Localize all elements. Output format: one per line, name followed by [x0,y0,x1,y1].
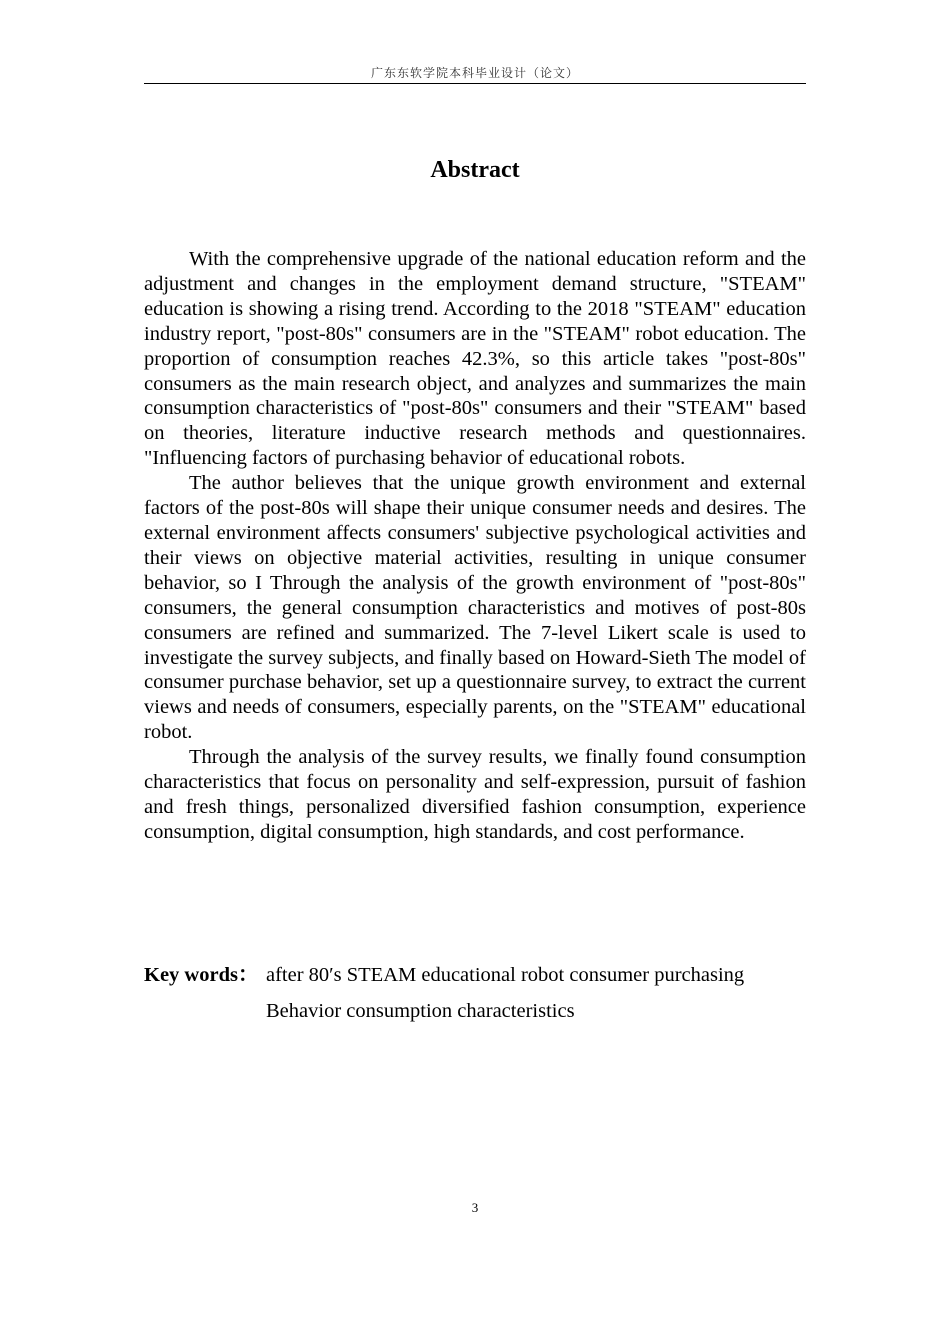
running-header: 广东东软学院本科毕业设计（论文） [370,66,579,80]
keywords-label: Key words： [144,964,259,986]
keywords-line-2: Behavior consumption characteristics [266,1000,575,1022]
header-rule [144,83,806,84]
page-number: 3 [471,1200,479,1215]
keywords-line-1: after 80′s STEAM educational robot consumer purchasing [266,964,745,986]
abstract-paragraph-3: Through the analysis of the survey results, we finally found consumption characteristics that focus on personality and self-expression, pursuit of fashion and fresh things, personalized diversified fashion consumption, experience consumption, digital consumption, high standards, and cost performance. [144,746,806,843]
abstract-title: Abstract [430,157,520,183]
abstract-paragraph-2: The author believes that the unique growth environment and external factors of the post-80s will shape their unique consumer needs and desires. The external environment affects consumers' subjective psychological activities and their views on objective material activities, resulting in unique consumer behavior, so I Through the analysis of the growth environment of "post-80s" consumers, the general consumption characteristics and motives of post-80s consumers are refined and summarized. The 7-level Likert scale is used to investigate the survey subjects, and finally based on Howard-Sieth The model of consumer purchase behavior, set up a questionnaire survey, to extract the current views and needs of consumers, especially parents, on the "STEAM" educational robot. [144,472,806,744]
abstract-body [144,247,806,845]
abstract-paragraph-1: With the comprehensive upgrade of the national education reform and the adjustment and changes in the employment demand structure, "STEAM" education is showing a rising trend. According to the 2018 "STEAM" education industry report, "post-80s" consumers are in the "STEAM" robot education. The proportion of consumption reaches 42.3%, so this article takes "post-80s" consumers as the main research object, and analyzes and summarizes the main consumption characteristics of "post-80s" consumers and their "STEAM" based on theories, literature inductive research methods and questionnaires. "Influencing factors of purchasing behavior of educational robots. [144,248,806,470]
keywords-text [266,957,826,1029]
